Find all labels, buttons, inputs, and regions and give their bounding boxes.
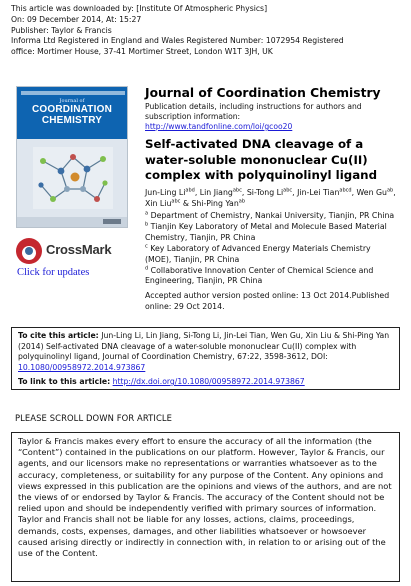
article-link-line xyxy=(18,377,393,388)
author-name: Xin Liu xyxy=(145,199,172,208)
author-affiliation-marker: ab xyxy=(238,198,246,205)
affiliation-text: Collaborative Innovation Center of Chemical Science and Engineering, Tianjin, PR China xyxy=(145,265,374,286)
cover-volume-strip xyxy=(21,91,125,95)
affiliation-text: Key Laboratory of Advanced Energy Materials Chemistry (MOE), Tianjin, PR China xyxy=(145,243,371,264)
affiliation-marker: d xyxy=(145,264,149,271)
disclaimer-box xyxy=(11,432,400,582)
publication-details-line2: subscription information: xyxy=(145,112,241,121)
crossmark-label: CrossMark xyxy=(46,242,112,257)
affiliation-text: Tianjin Key Laboratory of Metal and Molecule Based Material Chemistry, Tianjin, PR China xyxy=(145,221,387,242)
author-affiliation-marker: abc xyxy=(232,187,242,194)
publication-details-line1: Publication details, including instructions for authors and xyxy=(145,102,362,111)
office-address-line: office: Mortimer House, 37-41 Mortimer Street, London W1T 3JH, UK xyxy=(11,47,273,57)
author-name: Si-Tong Li xyxy=(246,188,284,197)
download-header xyxy=(11,4,406,58)
affiliation-item xyxy=(145,222,395,244)
doi-link[interactable]: 10.1080/00958972.2014.973867 xyxy=(18,362,146,372)
article-doi-url-link[interactable]: http://dx.doi.org/10.1080/00958972.2014.973867 xyxy=(112,377,305,386)
author-name: Lin Jiang xyxy=(199,188,233,197)
affiliation-marker: a xyxy=(145,210,149,217)
cover-molecule-illustration xyxy=(33,147,113,209)
affiliation-list xyxy=(145,211,395,287)
affiliation-item xyxy=(145,211,395,222)
registration-line: Informa Ltd Registered in England and Wales Registered Number: 1072954 Registered xyxy=(11,36,344,46)
publication-dates xyxy=(145,291,400,313)
publication-details xyxy=(145,102,395,132)
author-affiliation-marker: abd xyxy=(185,187,195,194)
cover-footer xyxy=(17,217,127,227)
author-affiliation-marker: abcd xyxy=(339,187,352,194)
author-affiliation-marker: abc xyxy=(171,198,181,205)
publisher-line: Publisher: Taylor & Francis xyxy=(11,25,112,35)
citation-text xyxy=(18,331,393,373)
journal-url-link[interactable]: http://www.tandfonline.com/loi/gcoo20 xyxy=(145,122,293,131)
article-title: Self-activated DNA cleavage of a water-soluble mononuclear Cu(II) complex with polyquinolinyl ligand xyxy=(145,137,378,182)
author-name: Wen Gu xyxy=(356,188,387,197)
citation-box xyxy=(11,327,400,390)
disclaimer-text: Taylor & Francis makes every effort to ensure the accuracy of all the information (the “Content”) contained in the publications on our platform. However, Taylor & Francis, our agents, and our licensors make no representations or warranties whatsoever as to the accuracy, completeness, or suitability for any purpose of the Content. Any opinions and views expressed in this publication are the opinions and views of the authors, and are not the views of or endorsed by Taylor & Francis. The accuracy of the Content should not be relied upon and should be independently verified with primary sources of information. Taylor and Francis shall not be liable for any losses, actions, claims, proceedings, demands, costs, expenses, damages, and other liabilities whatsoever or howsoever caused arising directly or indirectly in connection with, in relation to or arising out of the use of the Content. xyxy=(18,436,392,559)
crossmark-icon-center xyxy=(25,247,33,255)
cover-title-line2: CHEMISTRY xyxy=(41,115,103,126)
author-name: Jin-Lei Tian xyxy=(297,188,340,197)
click-for-updates-link[interactable]: Click for updates xyxy=(17,267,90,278)
cover-title-line1: COORDINATION xyxy=(32,104,112,115)
download-date-line: On: 09 December 2014, At: 15:27 xyxy=(11,14,142,24)
author-name: Jun-Ling Li xyxy=(145,188,186,197)
journal-title: Journal of Coordination Chemistry xyxy=(145,86,381,100)
link-label: To link to this article: xyxy=(18,377,111,386)
published-date: Published online: 29 Oct 2014. xyxy=(145,291,390,311)
affiliation-item xyxy=(145,244,395,266)
cite-label: To cite this article: xyxy=(18,331,99,340)
crossmark-badge[interactable] xyxy=(16,236,134,268)
affiliation-marker: b xyxy=(145,221,149,228)
scroll-down-notice: PLEASE SCROLL DOWN FOR ARTICLE xyxy=(15,413,173,423)
author-affiliation-marker: abc xyxy=(283,187,293,194)
cover-publisher-logo xyxy=(103,219,121,224)
cover-title-band xyxy=(17,87,127,139)
affiliation-item xyxy=(145,266,395,288)
download-info-line: This article was downloaded by: [Institute Of Atmospheric Physics] xyxy=(11,4,268,13)
cover-journal-of: Journal of xyxy=(59,98,85,104)
accepted-date: Accepted author version posted online: 13 Oct 2014. xyxy=(145,291,352,300)
journal-cover-image xyxy=(16,86,128,228)
cite-body: Jun-Ling Li, Lin Jiang, Si-Tong Li, Jin-Lei Tian, Wen Gu, Xin Liu & Shi-Ping Yan (2014) Self-activated DNA cleavage of a water-soluble mononuclear Cu(II) complex with polyquinolinyl ligand, Journal of Coordination Chemistry, 67:22, 3598-3612, DOI: xyxy=(18,331,390,362)
affiliation-marker: c xyxy=(145,243,148,250)
author-name: Shi-Ping Yan xyxy=(191,199,239,208)
author-affiliation-marker: ab xyxy=(386,187,394,194)
affiliation-text: Department of Chemistry, Nankai University, Tianjin, PR China xyxy=(150,211,395,220)
author-list: Jun-Ling $Li^{abd}$, Lin Jiang$^{abc}$, Si-Tong $Li^{abc}$, Jin-Lei Tian$^{abcd}$, Wen $Gu^{ab}$, Xin Liu$^{abc}$ & Shi-Ping Yan$^{ab}$ xyxy=(145,187,396,208)
cover-title xyxy=(17,104,127,126)
